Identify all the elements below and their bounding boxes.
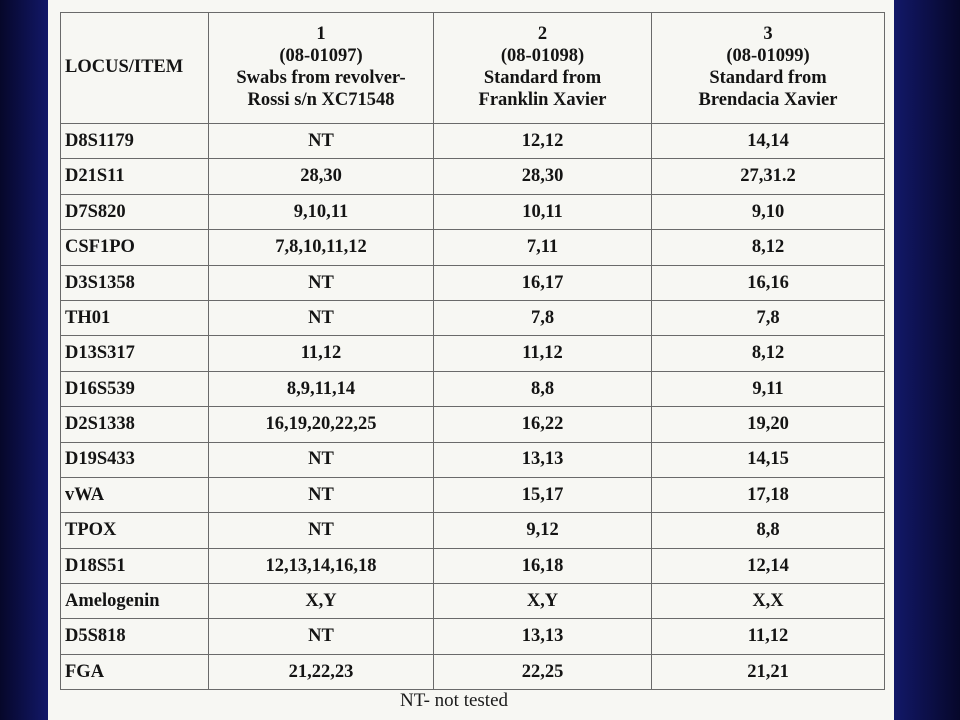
locus-cell: D5S818 [61, 619, 209, 654]
table-row [61, 194, 885, 229]
allele-cell: 14,15 [652, 442, 885, 477]
allele-cell: X,Y [434, 584, 652, 619]
allele-cell: 11,12 [209, 336, 434, 371]
allele-cell: 8,8 [652, 513, 885, 548]
allele-cell: 10,11 [434, 194, 652, 229]
footnote: NT- not tested [400, 690, 509, 711]
table-row [61, 230, 885, 265]
allele-cell: 28,30 [209, 159, 434, 194]
allele-cell: 16,19,20,22,25 [209, 407, 434, 442]
sample-number: 3 [763, 24, 773, 45]
locus-cell: D8S1179 [61, 124, 209, 159]
locus-cell: vWA [61, 477, 209, 512]
table-header-row [61, 13, 885, 124]
allele-cell: 8,12 [652, 336, 885, 371]
allele-cell: 9,11 [652, 371, 885, 406]
table-row [61, 584, 885, 619]
allele-cell: 11,12 [652, 619, 885, 654]
allele-cell: NT [209, 513, 434, 548]
table-row [61, 159, 885, 194]
sample-description: Standard from [709, 68, 827, 88]
table-row [61, 442, 885, 477]
table-row [61, 124, 885, 159]
allele-cell: 13,13 [434, 442, 652, 477]
table-row [61, 407, 885, 442]
allele-cell: 15,17 [434, 477, 652, 512]
locus-cell: Amelogenin [61, 584, 209, 619]
allele-cell: X,Y [209, 584, 434, 619]
sample-column-header [652, 13, 885, 124]
table-row [61, 300, 885, 335]
locus-cell: D18S51 [61, 548, 209, 583]
allele-cell: 9,10,11 [209, 194, 434, 229]
locus-cell: D21S11 [61, 159, 209, 194]
locus-cell: D3S1358 [61, 265, 209, 300]
allele-cell: NT [209, 442, 434, 477]
table-row [61, 265, 885, 300]
allele-cell: 16,16 [652, 265, 885, 300]
allele-cell: 28,30 [434, 159, 652, 194]
allele-cell: 12,14 [652, 548, 885, 583]
allele-cell: 7,8 [652, 300, 885, 335]
locus-cell: FGA [61, 654, 209, 689]
allele-cell: 16,22 [434, 407, 652, 442]
sample-column-header [434, 13, 652, 124]
allele-cell: 21,21 [652, 654, 885, 689]
allele-cell: 17,18 [652, 477, 885, 512]
allele-cell: 7,8,10,11,12 [209, 230, 434, 265]
table-row [61, 371, 885, 406]
sample-column-header [209, 13, 434, 124]
slide-left-border [0, 0, 48, 720]
allele-cell: 12,12 [434, 124, 652, 159]
allele-cell: 7,11 [434, 230, 652, 265]
sample-id: (08-01099) [726, 46, 810, 67]
allele-cell: NT [209, 619, 434, 654]
allele-cell: 9,10 [652, 194, 885, 229]
locus-cell: D13S317 [61, 336, 209, 371]
table-row [61, 477, 885, 512]
sample-number: 1 [316, 24, 326, 45]
allele-cell: 8,8 [434, 371, 652, 406]
sample-id: (08-01097) [279, 46, 363, 67]
locus-cell: CSF1PO [61, 230, 209, 265]
sample-description: Rossi s/n XC71548 [247, 89, 395, 110]
sample-description: Standard from [483, 68, 602, 88]
allele-cell: NT [209, 265, 434, 300]
allele-cell: X,X [652, 584, 885, 619]
sample-description: Swabs from revolver- [236, 68, 406, 88]
locus-cell: TH01 [61, 300, 209, 335]
allele-cell: 21,22,23 [209, 654, 434, 689]
allele-cell: NT [209, 124, 434, 159]
table-row [61, 548, 885, 583]
sample-id: (08-01098) [500, 46, 585, 67]
table-row [61, 336, 885, 371]
sample-number: 2 [537, 24, 548, 45]
sample-description: Franklin Xavier [478, 89, 607, 110]
allele-cell: 14,14 [652, 124, 885, 159]
allele-cell: 27,31.2 [652, 159, 885, 194]
allele-cell: NT [209, 300, 434, 335]
allele-cell: 11,12 [434, 336, 652, 371]
locus-cell: D7S820 [61, 194, 209, 229]
slide-right-border [894, 0, 960, 720]
allele-cell: 16,17 [434, 265, 652, 300]
allele-cell: 8,9,11,14 [209, 371, 434, 406]
allele-cell: 9,12 [434, 513, 652, 548]
allele-cell: 16,18 [434, 548, 652, 583]
allele-cell: 7,8 [434, 300, 652, 335]
locus-cell: D19S433 [61, 442, 209, 477]
table-row [61, 654, 885, 689]
table-row [61, 513, 885, 548]
locus-cell: D2S1338 [61, 407, 209, 442]
allele-cell: 19,20 [652, 407, 885, 442]
allele-cell: NT [209, 477, 434, 512]
table-body [61, 124, 885, 690]
table-row [61, 619, 885, 654]
scanned-document [48, 0, 894, 720]
locus-column-header: LOCUS/ITEM [61, 13, 209, 124]
allele-cell: 22,25 [434, 654, 652, 689]
dna-profile-table [60, 12, 885, 690]
allele-cell: 13,13 [434, 619, 652, 654]
sample-description: Brendacia Xavier [698, 89, 838, 110]
allele-cell: 8,12 [652, 230, 885, 265]
locus-cell: TPOX [61, 513, 209, 548]
locus-cell: D16S539 [61, 371, 209, 406]
allele-cell: 12,13,14,16,18 [209, 548, 434, 583]
